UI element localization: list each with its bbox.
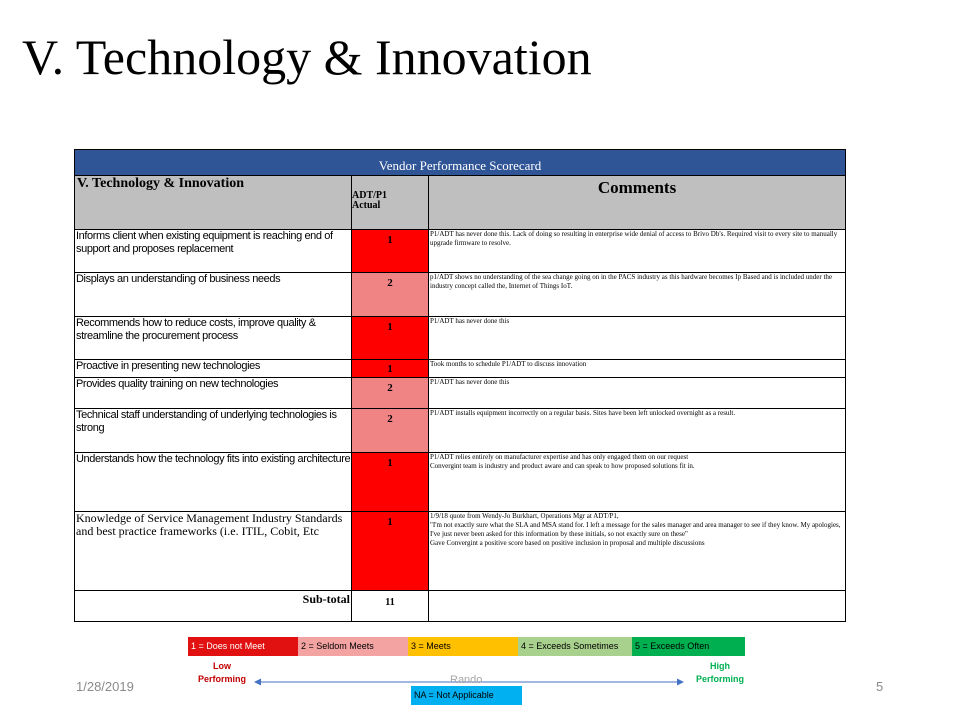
legend-item-meets: 3 = Meets bbox=[408, 637, 518, 656]
low-line1: Low bbox=[213, 661, 231, 671]
comment-cell[interactable]: Took months to schedule P1/ADT to discuss innovation bbox=[429, 360, 846, 378]
criterion-cell: Provides quality training on new technologies bbox=[75, 378, 352, 409]
comment-line: Gave Convergint a positive score based on positive inclusion in proposal and multiple discussions bbox=[430, 539, 705, 547]
actual-label-line1: ADT/P1 bbox=[352, 190, 387, 201]
criterion-cell: Recommends how to reduce costs, improve quality & streamline the procurement process bbox=[75, 317, 352, 360]
subtotal-comment-cell[interactable] bbox=[429, 591, 846, 622]
rating-legend bbox=[188, 637, 745, 656]
table-row bbox=[75, 378, 846, 409]
comment-cell[interactable]: P1/ADT has never done this. Lack of doing so resulting in enterprise wide denial of access to Brivo Db's. Required visit to every site to manually upgrade firmware to resolve. bbox=[429, 230, 846, 273]
comments-column-header: Comments bbox=[429, 176, 846, 230]
low-line2: Performing bbox=[197, 674, 246, 684]
comment-line: Convergint team is industry and product aware and can speak to how proposed solutions fit in. bbox=[430, 462, 695, 470]
score-cell[interactable]: 1 bbox=[352, 453, 429, 512]
criterion-cell: Technical staff understanding of underlying technologies is strong bbox=[75, 409, 352, 453]
slide-title: V. Technology & Innovation bbox=[22, 29, 592, 85]
legend-item-does-not-meet: 1 = Does not Meet bbox=[188, 637, 298, 656]
table-row bbox=[75, 317, 846, 360]
score-cell[interactable]: 1 bbox=[352, 512, 429, 591]
criterion-cell: Knowledge of Service Management Industry Standards and best practice frameworks (i.e. ITIL, Cobit, Etc bbox=[75, 512, 352, 591]
column-header-row bbox=[75, 176, 846, 230]
actual-label-line2: Actual bbox=[352, 200, 381, 211]
score-cell[interactable]: 2 bbox=[352, 273, 429, 317]
score-cell[interactable]: 2 bbox=[352, 378, 429, 409]
comment-line: 1/9/18 quote from Wendy-Jo Burkhart, Operations Mgr at ADT/P1, bbox=[430, 512, 619, 520]
page-number: 5 bbox=[876, 679, 884, 694]
legend-item-exceeds-sometimes: 4 = Exceeds Sometimes bbox=[518, 637, 632, 656]
criterion-cell: Informs client when existing equipment is reaching end of support and proposes replacement bbox=[75, 230, 352, 273]
table-row bbox=[75, 409, 846, 453]
score-cell[interactable]: 1 bbox=[352, 317, 429, 360]
footer-hidden-text: Rando bbox=[450, 674, 483, 686]
high-line1: High bbox=[710, 661, 730, 671]
table-row bbox=[75, 360, 846, 378]
legend-item-exceeds-often: 5 = Exceeds Often bbox=[632, 637, 745, 656]
criterion-cell: Displays an understanding of business needs bbox=[75, 273, 352, 317]
section-label: V. Technology & Innovation bbox=[75, 176, 352, 230]
scorecard-header: Vendor Performance Scorecard bbox=[75, 150, 846, 176]
comment-cell[interactable] bbox=[429, 512, 846, 591]
subtotal-label: Sub-total bbox=[75, 591, 352, 622]
table-row bbox=[75, 273, 846, 317]
low-performing-label bbox=[186, 660, 258, 686]
vendor-scorecard-table bbox=[74, 149, 846, 622]
comment-cell[interactable]: p1/ADT shows no understanding of the sea change going on in the PACS industry as this hardware becomes Ip Based and is included under the industry concept called the, Internet of Things IoT. bbox=[429, 273, 846, 317]
slide-date: 1/28/2019 bbox=[76, 679, 134, 694]
subtotal-value[interactable]: 11 bbox=[352, 591, 429, 622]
high-line2: Performing bbox=[695, 674, 744, 684]
criterion-cell: Proactive in presenting new technologies bbox=[75, 360, 352, 378]
comment-cell[interactable] bbox=[429, 453, 846, 512]
scorecard-header-row bbox=[75, 150, 846, 176]
comment-line: P1/ADT relies entirely on manufacturer expertise and has only engaged them on our request bbox=[430, 453, 689, 461]
score-cell[interactable]: 2 bbox=[352, 409, 429, 453]
table-row bbox=[75, 453, 846, 512]
actual-column-header bbox=[352, 176, 429, 230]
comment-cell[interactable]: P1/ADT has never done this bbox=[429, 378, 846, 409]
legend-item-not-applicable: NA = Not Applicable bbox=[411, 686, 522, 705]
score-cell[interactable]: 1 bbox=[352, 360, 429, 378]
table-row bbox=[75, 512, 846, 591]
criterion-cell: Understands how the technology fits into existing architecture bbox=[75, 453, 352, 512]
subtotal-row bbox=[75, 591, 846, 622]
comment-cell[interactable]: P1/ADT has never done this bbox=[429, 317, 846, 360]
high-performing-label bbox=[684, 660, 756, 686]
score-cell[interactable]: 1 bbox=[352, 230, 429, 273]
legend-item-seldom-meets: 2 = Seldom Meets bbox=[298, 637, 408, 656]
table-row bbox=[75, 230, 846, 273]
comment-line: "I'm not exactly sure what the SLA and MSA stand for. I left a message for the sales manager and area manager to see if they know. My apologies, I've just never been asked for this information by these initials, so not exactly sure on these" bbox=[430, 521, 841, 538]
comment-cell[interactable]: P1/ADT installs equipment incorrectly on a regular basis. Sites have been left unlocked overnight as a result. bbox=[429, 409, 846, 453]
